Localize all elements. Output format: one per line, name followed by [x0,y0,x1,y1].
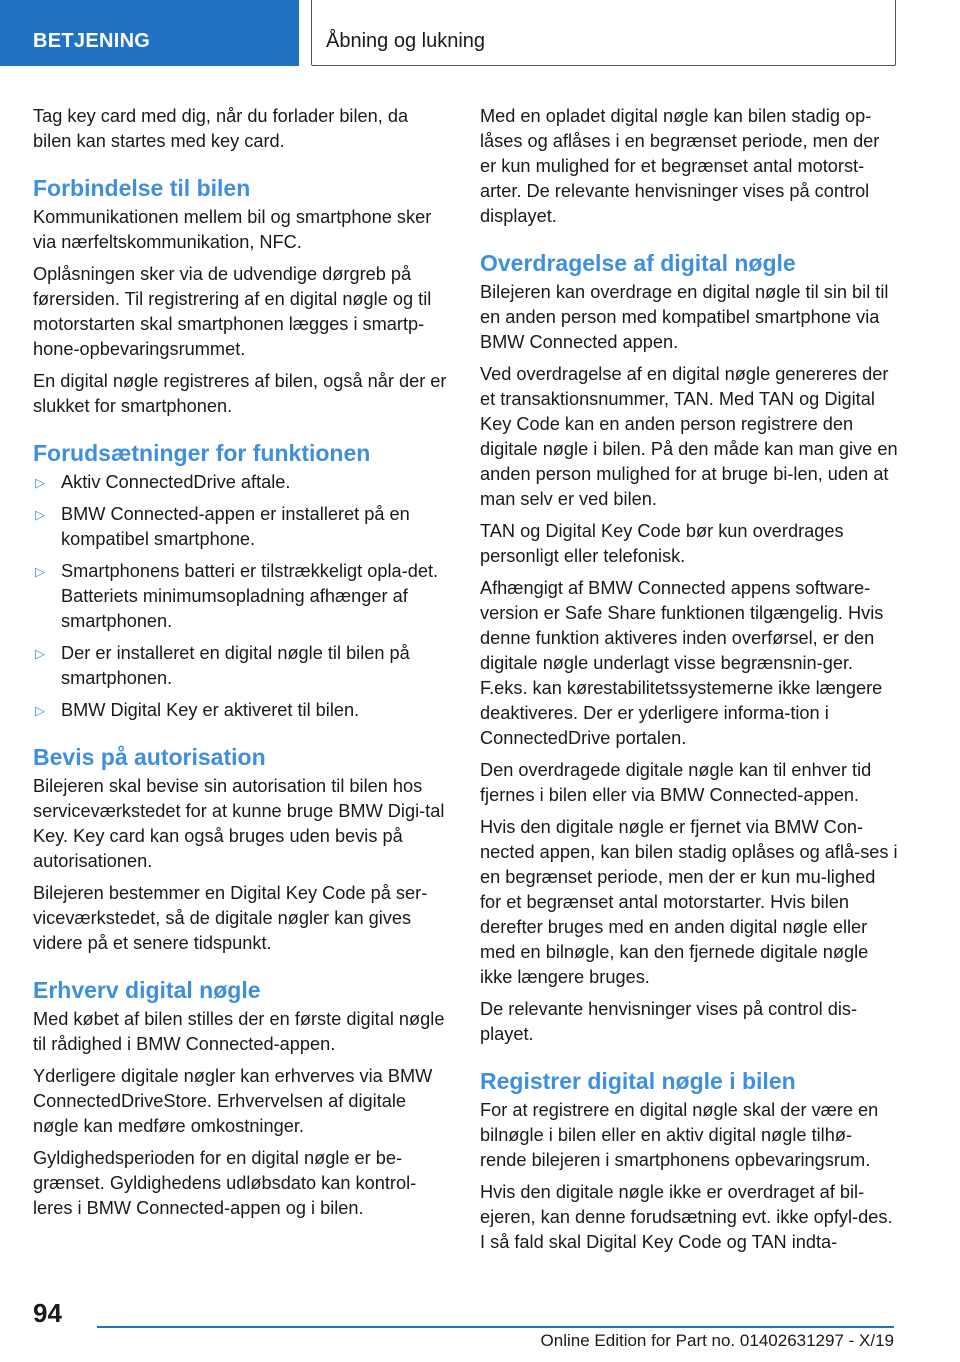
page-number: 94 [33,1298,62,1328]
triangle-bullet-icon: ▷ [35,507,45,522]
chapter-title: Åbning og lukning [311,0,896,66]
triangle-bullet-icon: ▷ [35,703,45,718]
paragraph: Bilejeren kan overdrage en digital nøgle til sin bil til en anden person med kompatibel smartphone via BMW Connected appen. [480,282,889,352]
paragraph: TAN og Digital Key Code bør kun overdrages personligt eller telefonisk. [480,521,844,566]
footer-divider [97,1326,894,1328]
page-header [0,0,960,66]
paragraph: For at registrere en digital nøgle skal der være en bilnøgle i bilen eller en aktiv digital nøgle tilhø‐rende bilejeren i smartphonens opbevaringsrum. [480,1100,879,1170]
list-item: ▷ Smartphonens batteri er tilstrækkeligt opla‐det. Batteriets minimumsopladning afhænger af smartphonen. [35,561,439,631]
paragraph: Gyldighedsperioden for en digital nøgle er be‐grænset. Gyldighedens udløbsdato kan kontrol‐leres i BMW Connected-appen og i bilen. [33,1148,417,1218]
paragraph: Oplåsningen sker via de udvendige dørgreb på førersiden. Til registrering af en digital nøgle og til motorstarten skal smartphonen lægges i smartp‐hone-opbevaringsrummet. [33,264,432,359]
left-column [33,104,451,1228]
section-heading: Registrer digital nøgle i bilen [480,1068,796,1094]
triangle-bullet-icon: ▷ [35,475,45,490]
paragraph: Med en opladet digital nøgle kan bilen stadig op‐låses og aflåses i en begrænset periode, men der er kun mulighed for et begrænset antal motorst‐arter. De relevante henvisninger vises på control displayet. [480,106,880,226]
paragraph: Hvis den digitale nøgle ikke er overdraget af bil‐ejeren, kan denne forudsætning evt. ikke opfyl‐des. I så fald skal Digital Key Code og TAN indta‐ [480,1182,893,1252]
paragraph: Tag key card med dig, når du forlader bilen, da bilen kan startes med key card. [33,106,409,151]
list-item: ▷ BMW Digital Key er aktiveret til bilen. [33,698,451,723]
section-heading: Overdragelse af digital nøgle [480,250,796,276]
right-column [480,104,898,1262]
edition-note: Online Edition for Part no. 01402631297 - X/19 [540,1331,894,1350]
paragraph: Bilejeren skal bevise sin autorisation til bilen hos serviceværkstedet for at kunne bruge BMW Digi‐tal Key. Key card kan også bruges uden bevis på autorisationen. [33,776,445,871]
requirements-list [33,470,451,723]
paragraph: Med købet af bilen stilles der en første digital nøgle til rådighed i BMW Connected-appen. [33,1009,445,1054]
list-item: ▷ Aktiv ConnectedDrive aftale. [33,470,451,495]
paragraph: Ved overdragelse af en digital nøgle genereres der et transaktionsnummer, TAN. Med TAN og Digital Key Code kan en anden person registrere den digitale nøgle i bilen. På den måde kan man give en anden person mulighed for at bruge bi‐len, uden at man selv er ved bilen. [480,364,898,509]
paragraph: Den overdragede digitale nøgle kan til enhver tid fjernes i bilen eller via BMW Connected-appen. [480,760,872,805]
paragraph: Yderligere digitale nøgler kan erhverves via BMW ConnectedDriveStore. Erhvervelsen af digitale nøgle kan medføre omkostninger. [33,1066,433,1136]
section-heading: Erhverv digital nøgle [33,977,261,1003]
paragraph: Kommunikationen mellem bil og smartphone sker via nærfeltskommunikation, NFC. [33,207,432,252]
paragraph: Bilejeren bestemmer en Digital Key Code på ser‐viceværkstedet, så de digitale nøgler kan gives videre på et senere tidspunkt. [33,883,428,953]
section-heading: Forudsætninger for funktionen [33,440,371,466]
list-item: ▷ Der er installeret en digital nøgle til bilen på smartphonen. [35,643,410,688]
paragraph: Hvis den digitale nøgle er fjernet via BMW Con‐nected appen, kan bilen stadig oplåses og aflå‐ses i en begrænset periode, men der er kun mu‐lighed for et begrænset antal motorstarter. Hvis bilen derefter bruges med en anden digital nøgle eller med en bilnøgle, kan den fjernede digitale nøgle ikke længere bruges. [480,817,898,987]
triangle-bullet-icon: ▷ [35,646,45,661]
triangle-bullet-icon: ▷ [35,564,45,579]
paragraph: De relevante henvisninger vises på control dis‐playet. [480,999,858,1044]
paragraph: Afhængigt af BMW Connected appens software‐version er Safe Share funktionen tilgængelig. Hvis denne funktion aktiveres inden overførsel, er den digitale nøgle underlagt visse begrænsnin‐ger. F.eks. kan kørestabilitetssystemerne ikke længere deaktiveres. Der er yderligere informa‐tion i ConnectedDrive portalen. [480,578,884,748]
list-item: ▷ BMW Connected-appen er installeret på en kompatibel smartphone. [35,504,410,549]
section-heading: Forbindelse til bilen [33,175,251,201]
section-heading: Bevis på autorisation [33,744,266,770]
section-title: BETJENING [0,0,299,66]
paragraph: En digital nøgle registreres af bilen, også når der er slukket for smartphonen. [33,371,447,416]
